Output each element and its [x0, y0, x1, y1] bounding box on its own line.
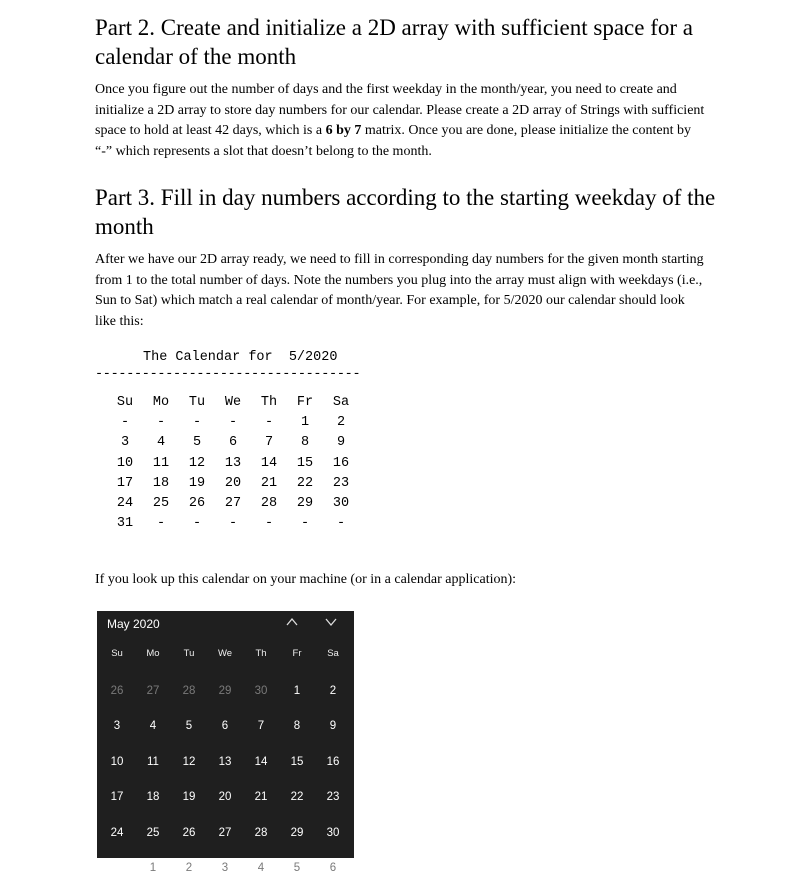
- lookup-paragraph: If you look up this calendar on your machine (or in a calendar application):: [95, 572, 517, 587]
- calendar-widget-day[interactable]: 27: [146, 684, 160, 697]
- calendar-widget-weekday: Su: [111, 648, 123, 659]
- calendar-widget-week: [99, 815, 351, 851]
- text-calendar-day: 14: [260, 455, 278, 471]
- part2-text-bold: 6 by 7: [325, 123, 362, 138]
- calendar-widget-week: [99, 673, 351, 709]
- calendar-widget-day[interactable]: 11: [147, 755, 159, 768]
- text-calendar-row: [107, 514, 359, 534]
- calendar-widget-day[interactable]: 23: [326, 791, 340, 804]
- calendar-widget-weekday: Fr: [292, 648, 302, 659]
- text-calendar-grid: [107, 392, 359, 534]
- calendar-widget-day[interactable]: 2: [185, 862, 193, 875]
- calendar-widget-day[interactable]: 4: [257, 862, 265, 875]
- calendar-widget-day[interactable]: 22: [290, 791, 304, 804]
- calendar-widget-day[interactable]: 13: [218, 755, 232, 768]
- calendar-widget-day[interactable]: 6: [221, 720, 229, 733]
- text-calendar-day: -: [264, 414, 274, 430]
- calendar-widget-day[interactable]: 4: [149, 720, 157, 733]
- calendar-widget-title[interactable]: May 2020: [107, 617, 160, 631]
- calendar-widget-day[interactable]: 28: [254, 826, 268, 839]
- calendar-widget-day[interactable]: 17: [110, 791, 124, 804]
- text-calendar-weekday: Sa: [332, 394, 350, 410]
- calendar-widget-day[interactable]: 16: [326, 755, 340, 768]
- text-calendar-day: 18: [152, 475, 170, 491]
- text-calendar-day: 3: [120, 435, 130, 451]
- text-calendar-weekday: Th: [260, 394, 278, 410]
- text-calendar-day: 9: [336, 435, 346, 451]
- text-calendar-day: 11: [152, 455, 170, 471]
- text-calendar-day: 28: [260, 496, 278, 512]
- text-calendar-day: -: [120, 414, 130, 430]
- part3-paragraph: After we have our 2D array ready, we need to fill in corresponding day numbers for the given month starting from 1 to the total number of days. Note the numbers you plug into the array must align with weekdays (i.e., Sun to Sat) which match a real calendar of month/year. For example, for 5/2020 our calendar should look like this:: [95, 252, 704, 329]
- calendar-widget-weekdays: [99, 648, 351, 659]
- text-calendar-weekday: Tu: [188, 394, 206, 410]
- calendar-widget-weekday: We: [217, 648, 233, 659]
- calendar-widget-day[interactable]: 8: [293, 720, 301, 733]
- calendar-widget-week: [99, 709, 351, 745]
- calendar-widget-days: [99, 673, 351, 886]
- calendar-widget-weekday: Sa: [327, 648, 339, 659]
- text-calendar-day: 15: [296, 455, 314, 471]
- text-calendar-day: 7: [264, 435, 274, 451]
- text-calendar-day: 29: [296, 496, 314, 512]
- text-calendar-row: [107, 493, 359, 513]
- part3-heading: Part 3. Fill in day numbers according to the starting weekday of the month: [95, 185, 716, 239]
- text-calendar-weekday: Su: [116, 394, 134, 410]
- part2-text-a: Once you figure out the number of days and the first weekday in the month/year, you need to create and initialize a 2D array to store day numbers for our calendar. Please create a 2D array of Strings with sufficient space to hold at least 42 days, which is a: [95, 82, 705, 138]
- calendar-widget-day[interactable]: 14: [254, 755, 268, 768]
- text-calendar-day: 20: [224, 475, 242, 491]
- part2-heading: Part 2. Create and initialize a 2D array with sufficient space for a calendar of the month: [95, 15, 693, 69]
- calendar-widget-day[interactable]: 1: [293, 684, 301, 697]
- calendar-widget-day[interactable]: 29: [218, 684, 232, 697]
- text-calendar-day: 19: [188, 475, 206, 491]
- text-calendar-day: 30: [332, 496, 350, 512]
- calendar-widget-day[interactable]: 19: [182, 791, 196, 804]
- text-calendar-day: 16: [332, 455, 350, 471]
- calendar-widget-day[interactable]: 27: [218, 826, 232, 839]
- text-calendar-row: [107, 433, 359, 453]
- calendar-widget-day[interactable]: 30: [254, 684, 268, 697]
- text-calendar-day: 21: [260, 475, 278, 491]
- text-calendar-day: -: [228, 414, 238, 430]
- text-calendar-day: 24: [116, 496, 134, 512]
- text-calendar-weekdays: [107, 392, 359, 412]
- text-calendar-day: -: [156, 414, 166, 430]
- text-calendar-day: 8: [300, 435, 310, 451]
- calendar-widget-day[interactable]: 1: [149, 862, 157, 875]
- calendar-widget-day[interactable]: 24: [110, 826, 124, 839]
- calendar-widget-day[interactable]: 15: [290, 755, 304, 768]
- text-calendar-day: -: [336, 516, 346, 532]
- calendar-widget-day[interactable]: 3: [113, 720, 121, 733]
- text-calendar-day: -: [156, 516, 166, 532]
- calendar-widget-week: [99, 780, 351, 816]
- calendar-widget-week: [99, 744, 351, 780]
- chevron-up-icon[interactable]: [285, 615, 299, 632]
- text-calendar-day: 31: [116, 516, 134, 532]
- calendar-widget-day[interactable]: 10: [110, 755, 124, 768]
- calendar-widget-weekday: Tu: [183, 648, 195, 659]
- part2-paragraph: [95, 80, 705, 162]
- calendar-widget-weekday: Mo: [146, 648, 160, 659]
- text-calendar-day: -: [228, 516, 238, 532]
- text-calendar-day: 26: [188, 496, 206, 512]
- text-calendar-day: 4: [156, 435, 166, 451]
- text-calendar-divider: ----------------------------------: [95, 367, 361, 382]
- text-calendar-day: 22: [296, 475, 314, 491]
- text-calendar-weekday: We: [224, 394, 242, 410]
- calendar-widget-day[interactable]: 9: [329, 720, 337, 733]
- text-calendar-day: 10: [116, 455, 134, 471]
- calendar-widget-day[interactable]: 26: [110, 684, 124, 697]
- calendar-widget-day[interactable]: 6: [329, 862, 337, 875]
- calendar-widget-day[interactable]: 29: [290, 826, 304, 839]
- calendar-widget-day[interactable]: 25: [146, 826, 160, 839]
- text-calendar-day: 23: [332, 475, 350, 491]
- calendar-widget-day[interactable]: 5: [185, 720, 193, 733]
- calendar-widget-day[interactable]: 28: [182, 684, 196, 697]
- calendar-widget-day[interactable]: 12: [182, 755, 196, 768]
- calendar-widget-day[interactable]: 7: [257, 720, 265, 733]
- text-calendar-day: -: [192, 414, 202, 430]
- text-calendar-day: 12: [188, 455, 206, 471]
- calendar-widget-day[interactable]: 21: [254, 791, 268, 804]
- text-calendar-day: 2: [336, 414, 346, 430]
- text-calendar-row: [107, 473, 359, 493]
- text-calendar-day: 17: [116, 475, 134, 491]
- calendar-widget-day[interactable]: 18: [146, 791, 160, 804]
- text-calendar-row: [107, 412, 359, 432]
- text-calendar-day: 5: [192, 435, 202, 451]
- calendar-widget-day[interactable]: 30: [326, 826, 340, 839]
- chevron-down-icon[interactable]: [324, 615, 338, 632]
- text-calendar-weekday: Mo: [152, 394, 170, 410]
- calendar-widget-day[interactable]: 2: [329, 684, 337, 697]
- text-calendar-day: -: [264, 516, 274, 532]
- calendar-widget-day[interactable]: 3: [221, 862, 229, 875]
- text-calendar-day: -: [300, 516, 310, 532]
- text-calendar-day: -: [192, 516, 202, 532]
- text-calendar-day: 6: [228, 435, 238, 451]
- text-calendar-title: The Calendar for 5/2020: [143, 350, 338, 365]
- calendar-widget-day[interactable]: 26: [182, 826, 196, 839]
- calendar-widget-week: [99, 851, 351, 887]
- calendar-widget-day[interactable]: 31: [110, 862, 124, 875]
- text-calendar-row: [107, 453, 359, 473]
- part2-text-b: matrix. Once you are done, please initialize the content by “-” which represents a slot that doesn’t belong to the month.: [95, 123, 692, 159]
- calendar-widget-weekday: Th: [255, 648, 267, 659]
- text-calendar-day: 27: [224, 496, 242, 512]
- calendar-widget: [97, 611, 354, 875]
- text-calendar-day: 1: [300, 414, 310, 430]
- text-calendar-day: 25: [152, 496, 170, 512]
- text-calendar-weekday: Fr: [296, 394, 314, 410]
- text-calendar-day: 13: [224, 455, 242, 471]
- calendar-widget-day[interactable]: 20: [218, 791, 232, 804]
- calendar-widget-day[interactable]: 5: [293, 862, 301, 875]
